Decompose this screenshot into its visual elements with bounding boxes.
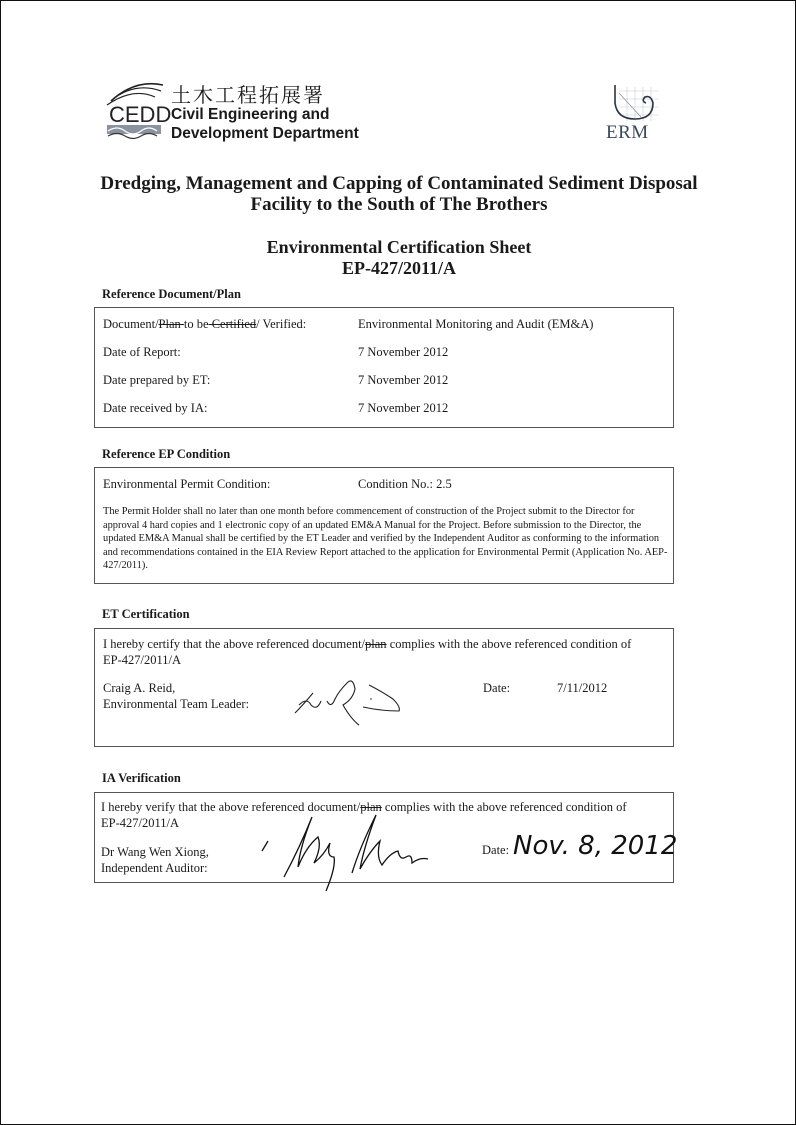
erm-spiral-icon [611,83,661,123]
cedd-chinese-name: 土木工程拓展署 [171,85,325,107]
et-date-label: Date: [483,681,511,695]
cedd-name-line2: Development Department [171,125,359,142]
document-label-part: to be [183,317,209,331]
permit-number: EP-427/2011/A [341,258,456,278]
ia-signatory-role: Independent Auditor: [101,861,208,875]
date-prepared-value: 7 November 2012 [358,373,449,387]
condition-text: The Permit Holder shall no later than one month before commencement of construction of the Project submit to the Director for approval 4 hard copies and 1 electronic copy of an updated EM&A Manual for the Project. Before submission to the Director, the updated EM&A Manual shall be certified by the ET Leader and verified by the Independent Auditor as conforming to the information and recommendations contained in the EIA Review Report attached to the application for Environmental Permit (Application No. AEP-427/2011). [103,506,668,572]
statement-part: I hereby certify that the above referenced document/ [103,637,366,651]
cedd-abbreviation: CEDD [109,102,172,127]
ia-signatory-name: Dr Wang Wen Xiong, [101,845,209,859]
section-label-ep-condition: Reference EP Condition [102,447,231,461]
project-title-line2: Facility to the South of The Brothers [250,194,548,215]
condition-number: Condition No.: 2.5 [358,477,452,491]
cedd-name-line1: Civil Engineering and [171,106,330,123]
struck-text: plan [365,637,387,651]
ia-signature [240,807,440,891]
date-of-report-value: 7 November 2012 [358,345,449,359]
date-prepared-label: Date prepared by ET: [103,373,211,387]
document-value: Environmental Monitoring and Audit (EM&A) [358,317,594,331]
sheet-title: Environmental Certification Sheet [266,237,532,257]
struck-text: Certified [208,317,257,331]
et-signatory-name: Craig A. Reid, [103,681,176,695]
section-label-ia-verification: IA Verification [102,771,181,785]
date-of-report-label: Date of Report: [103,345,181,359]
ep-condition-box [94,467,674,584]
et-statement-line2: EP-427/2011/A [103,653,182,667]
document-label-part: / Verified: [256,317,307,331]
ia-statement-line2: EP-427/2011/A [101,816,180,830]
reference-document-box [94,307,674,428]
ia-date-label: Date: [482,843,510,857]
struck-text: plan [360,800,382,814]
et-statement-line1 [103,637,631,652]
document-label-part: Document/ [103,317,159,331]
section-label-et-certification: ET Certification [102,607,190,621]
project-title-line1: Dredging, Management and Capping of Contaminated Sediment Disposal [100,173,698,194]
et-certification-box [94,628,674,747]
struck-text: Plan [158,317,184,331]
statement-part: I hereby verify that the above referenced document/ [101,800,361,814]
document-label [103,317,306,332]
permit-condition-label: Environmental Permit Condition: [103,477,271,491]
et-date-value: 7/11/2012 [557,681,608,695]
section-label-reference-document: Reference Document/Plan [102,287,241,301]
date-received-label: Date received by IA: [103,401,208,415]
statement-part: complies with the above referenced condition of [381,800,627,814]
ia-verification-box [94,792,678,883]
date-received-value: 7 November 2012 [358,401,449,415]
ia-date-handwritten: Nov. 8, 2012 [513,831,678,861]
et-signature [291,669,411,729]
statement-part: complies with the above referenced condition of [386,637,632,651]
erm-text: ERM [606,122,649,143]
et-signatory-role: Environmental Team Leader: [103,697,250,711]
